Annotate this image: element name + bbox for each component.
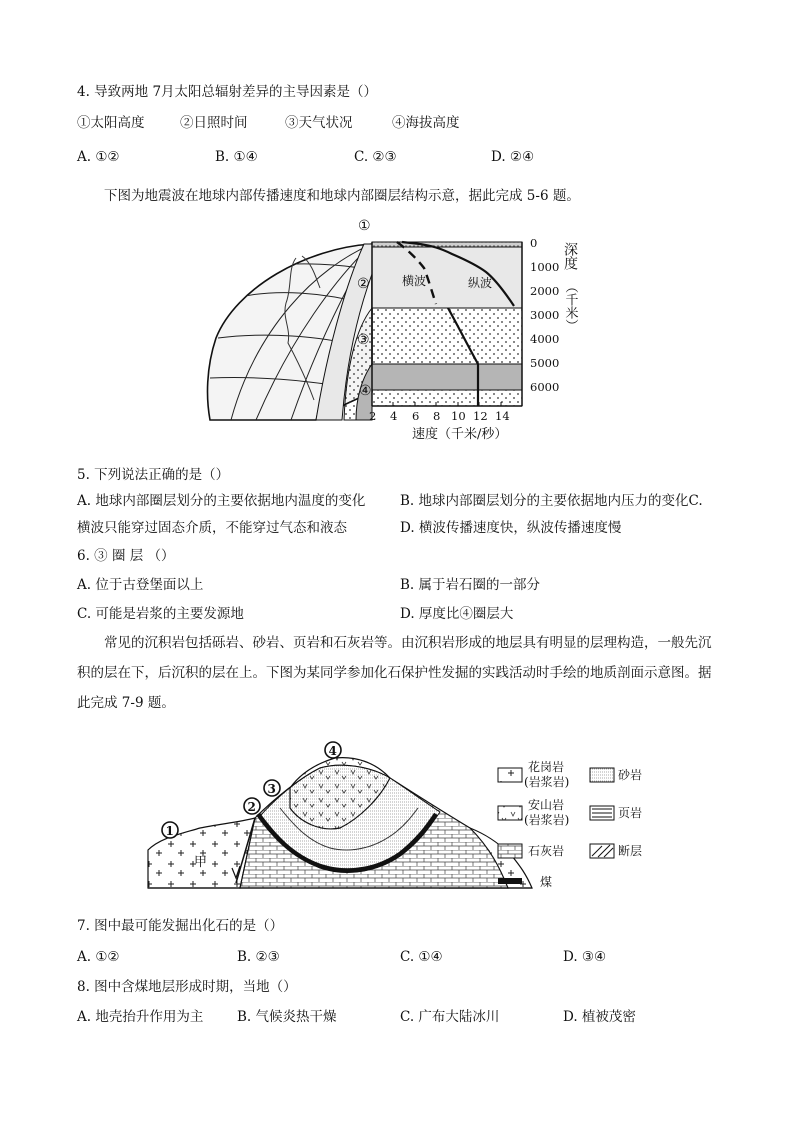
q5-option-b: B. 地球内部圈层划分的主要依据地内压力的变化C. xyxy=(400,493,703,509)
legend-limestone-swatch xyxy=(498,844,522,858)
marker-2: ② xyxy=(357,276,370,292)
q4-option-d: D. ②④ xyxy=(491,149,535,165)
q8-option-b: B. 气候炎热干燥 xyxy=(237,1009,337,1025)
legend-fault: 断层 xyxy=(618,844,643,858)
outer-core-band xyxy=(372,308,522,364)
speed-tick: 2 xyxy=(369,409,377,423)
q7-option-a: A. ①② xyxy=(77,949,120,965)
q4-item-2: ②日照时间 xyxy=(180,115,248,131)
jia-label: 甲 xyxy=(194,855,208,870)
q6-option-c: C. 可能是岩浆的主要发源地 xyxy=(77,606,244,622)
depth-tick: 2000 xyxy=(530,284,560,298)
speed-tick: 4 xyxy=(390,409,398,423)
speed-tick: 14 xyxy=(495,409,510,423)
q5-option-d: D. 横波传播速度快，纵波传播速度慢 xyxy=(400,520,622,536)
speed-tick: 10 xyxy=(451,409,466,423)
depth-tick: 3000 xyxy=(530,308,560,322)
s-wave-label: 横波 xyxy=(402,274,427,288)
q5-option-c: 横波只能穿过固态介质，不能穿过气态和液态 xyxy=(77,520,347,536)
speed-tick: 6 xyxy=(412,409,420,423)
q8-stem: 8. 图中含煤地层形成时期，当地（） xyxy=(77,979,297,995)
marker-2: 2 xyxy=(247,800,256,814)
marker-1: ① xyxy=(358,218,371,234)
legend-shale: 页岩 xyxy=(618,806,643,820)
legend-sandstone-swatch xyxy=(590,768,614,782)
q5-stem: 5. 下列说法正确的是（） xyxy=(77,467,230,483)
crust-band xyxy=(372,242,522,247)
q7-stem: 7. 图中最可能发掘出化石的是（） xyxy=(77,918,284,934)
speed-axis-label: 速度（千米/秒） xyxy=(412,427,508,442)
marker-4: 4 xyxy=(328,744,337,758)
q4-item-1: ①太阳高度 xyxy=(77,115,145,131)
q7-option-d: D. ③④ xyxy=(563,949,607,965)
depth-tick: 0 xyxy=(530,236,538,250)
legend-granite: 花岗岩 xyxy=(528,760,565,774)
depth-tick: 4000 xyxy=(530,332,560,346)
legend-andesite-swatch xyxy=(498,806,522,820)
legend-andesite: 安山岩 xyxy=(528,798,565,812)
q8-option-c: C. 广布大陆冰川 xyxy=(400,1009,500,1025)
intro-5-6: 下图为地震波在地球内部传播速度和地球内部圈层结构示意，据此完成 5-6 题。 xyxy=(104,188,580,204)
q6-option-d: D. 厚度比④圈层大 xyxy=(400,606,514,622)
inner-core-lower xyxy=(372,390,522,406)
q6-option-a: A. 位于古登堡面以上 xyxy=(77,577,204,593)
earth-interior-figure xyxy=(196,208,626,448)
intro-7-9: 常见的沉积岩包括砾岩、砂岩、页岩和石灰岩等。由沉积岩形成的地层具有明显的层理构造，一般先沉积的层在下，后沉积的层在上。下图为某同学参加化石保护性发掘的实践活动时手绘的地质剖面示意图。据此完成 7-9 题。 xyxy=(77,635,712,711)
depth-tick: 1000 xyxy=(530,260,560,274)
speed-tick: 8 xyxy=(433,409,441,423)
legend-granite-swatch xyxy=(498,768,522,782)
q5-option-a: A. 地球内部圈层划分的主要依据地内温度的变化 xyxy=(77,493,366,509)
q4-item-4: ④海拔高度 xyxy=(392,115,460,131)
marker-3: 3 xyxy=(267,782,276,796)
inner-core-band xyxy=(372,364,522,390)
depth-axis-title: 深度 xyxy=(562,242,578,270)
q4-option-b: B. ①④ xyxy=(215,149,258,165)
speed-tick: 12 xyxy=(473,409,488,423)
marker-1: 1 xyxy=(165,824,174,838)
legend-coal: 煤 xyxy=(540,875,553,889)
p-wave-label: 纵波 xyxy=(468,276,493,290)
marker-4: ④ xyxy=(359,383,372,399)
q6-stem: 6. ③ 圈 层 （） xyxy=(77,548,175,564)
q6-option-b: B. 属于岩石圈的一部分 xyxy=(400,577,541,593)
q4-option-c: C. ②③ xyxy=(354,149,397,165)
q7-option-c: C. ①④ xyxy=(400,949,443,965)
depth-tick: 5000 xyxy=(530,356,560,370)
depth-axis-unit: （千米） xyxy=(562,280,578,332)
marker-3: ③ xyxy=(357,332,370,348)
legend-sandstone: 砂岩 xyxy=(618,768,643,782)
q8-option-a: A. 地壳抬升作用为主 xyxy=(77,1009,204,1025)
legend-coal-swatch xyxy=(498,878,522,884)
geologic-section-figure xyxy=(140,738,660,896)
q4-option-a: A. ①② xyxy=(77,149,120,165)
legend-limestone: 石灰岩 xyxy=(528,844,565,858)
mantle-band xyxy=(372,247,522,308)
q7-option-b: B. ②③ xyxy=(237,949,280,965)
legend-granite-sub: (岩浆岩) xyxy=(524,775,570,789)
q4-stem: 4. 导致两地 7月太阳总辐射差异的主导因素是（） xyxy=(77,84,378,100)
q8-option-d: D. 植被茂密 xyxy=(563,1009,636,1025)
legend-andesite-sub: (岩浆岩) xyxy=(524,813,570,827)
depth-tick: 6000 xyxy=(530,380,560,394)
q4-item-3: ③天气状况 xyxy=(285,115,353,131)
